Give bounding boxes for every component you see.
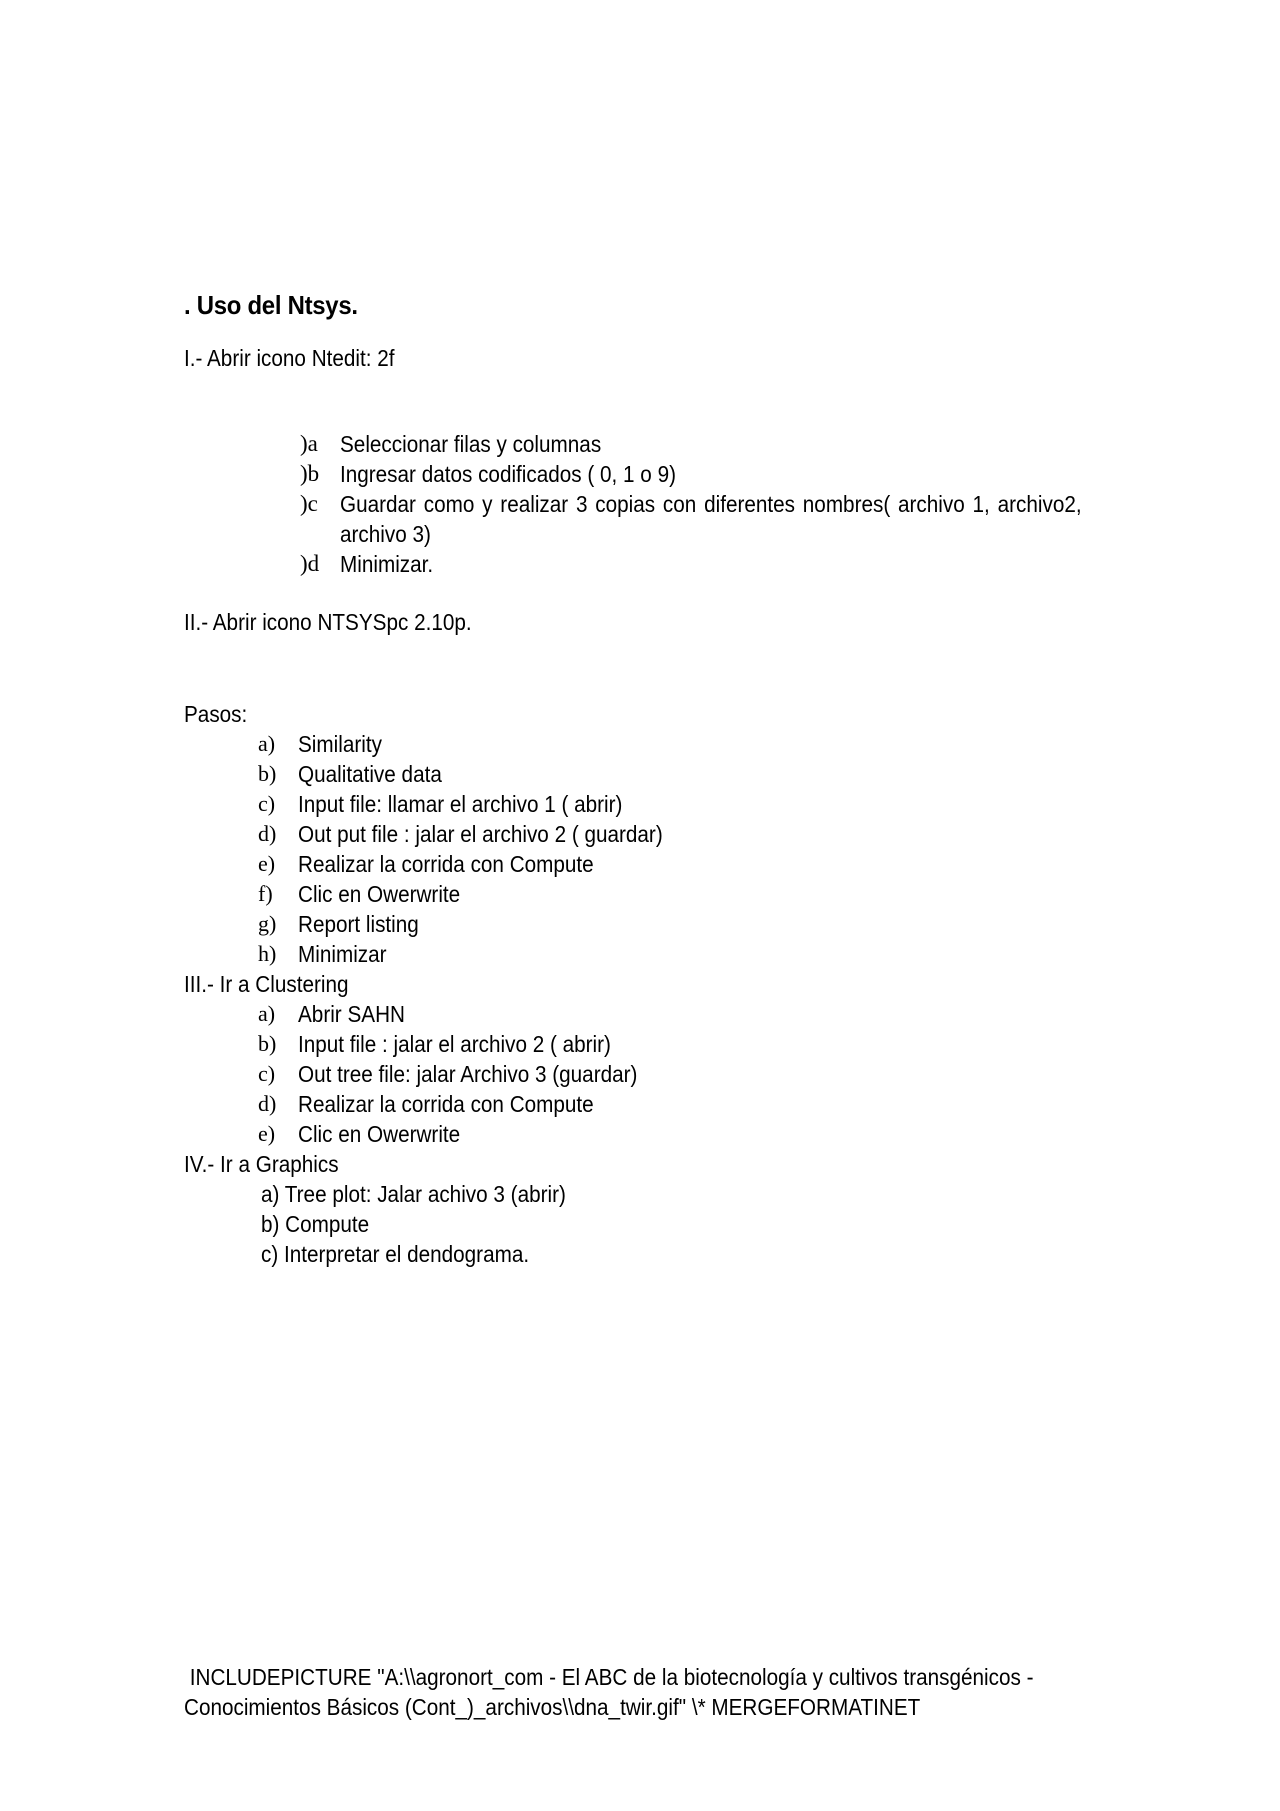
list-marker: )c [300,491,318,516]
list-marker: e) [258,1121,276,1146]
list-item-text: Qualitative data [298,761,442,787]
list-item-text: Ingresar datos codificados ( 0, 1 o 9) [340,461,676,487]
list-item-text: Guardar como y realizar 3 copias con diferentes nombres( archivo 1, archivo2, archivo 3) [340,491,1082,547]
list-marker: h) [258,941,277,966]
list-marker: )b [300,461,320,486]
list-item-text: Seleccionar filas y columnas [340,431,602,457]
document-body [184,290,1164,1269]
section-2-heading: II.- Abrir icono NTSYSpc 2.10p. [184,609,472,635]
list-item [258,759,1164,789]
list-item [258,729,1164,759]
list-item [258,1059,1164,1089]
section-2-steps [184,729,1164,969]
footer-line-1: INCLUDEPICTURE "A:\\agronort_com - El ABC de la biotecnología y cultivos transgénicos - [184,1664,1034,1690]
list-marker: )a [300,431,318,456]
list-marker: c) [258,1061,276,1086]
section-3-heading: III.- Ir a Clustering [184,971,349,997]
section-3-steps [184,999,1164,1149]
list-item: a) Tree plot: Jalar achivo 3 (abrir) [261,1181,566,1207]
list-item [258,1029,1164,1059]
list-item: b) Compute [261,1211,370,1237]
list-item: c) Interpretar el dendograma. [261,1241,530,1267]
list-item [300,549,1164,579]
footer-line-2: Conocimientos Básicos (Cont_)_archivos\\dna_twir.gif" \* MERGEFORMATINET [184,1694,921,1720]
list-item-text: Out tree file: jalar Archivo 3 (guardar) [298,1061,638,1087]
list-item [258,999,1164,1029]
list-item-text: Input file : jalar el archivo 2 ( abrir) [298,1031,611,1057]
footer-field-code [184,1662,1184,1722]
list-item-text: Input file: llamar el archivo 1 ( abrir) [298,791,623,817]
pasos-label: Pasos: [184,701,248,727]
list-item [258,1119,1164,1149]
list-item-text: Realizar la corrida con Compute [298,1091,594,1117]
list-marker: g) [258,911,277,936]
list-marker: c) [258,791,276,816]
list-item [300,489,1164,549]
list-item [300,459,1164,489]
list-item-text: Abrir SAHN [298,1001,405,1027]
list-item [258,789,1164,819]
list-item [258,909,1164,939]
list-marker: a) [258,1001,276,1026]
list-item [258,939,1164,969]
list-item-text: Minimizar [298,941,387,967]
document-title: . Uso del Ntsys. [184,290,358,320]
list-item [258,1089,1164,1119]
list-marker: f) [258,881,273,906]
section-1-list [184,429,1164,579]
section-1-heading: I.- Abrir icono Ntedit: 2f [184,345,395,371]
list-item-text: Minimizar. [340,551,434,577]
section-4-heading: IV.- Ir a Graphics [184,1151,339,1177]
list-marker: b) [258,761,277,786]
list-marker: d) [258,821,277,846]
list-marker: b) [258,1031,277,1056]
list-marker: d) [258,1091,277,1116]
list-item-text: Out put file : jalar el archivo 2 ( guardar) [298,821,663,847]
list-item [258,879,1164,909]
section-4-list [184,1179,1164,1269]
list-item [258,819,1164,849]
list-item [258,849,1164,879]
list-item-text: Clic en Owerwrite [298,1121,461,1147]
list-marker: )d [300,551,320,576]
list-item-text: Report listing [298,911,419,937]
list-item-text: Realizar la corrida con Compute [298,851,594,877]
list-item [300,429,1164,459]
list-item-text: Clic en Owerwrite [298,881,461,907]
list-marker: a) [258,731,276,756]
list-item-text: Similarity [298,731,382,757]
list-marker: e) [258,851,276,876]
